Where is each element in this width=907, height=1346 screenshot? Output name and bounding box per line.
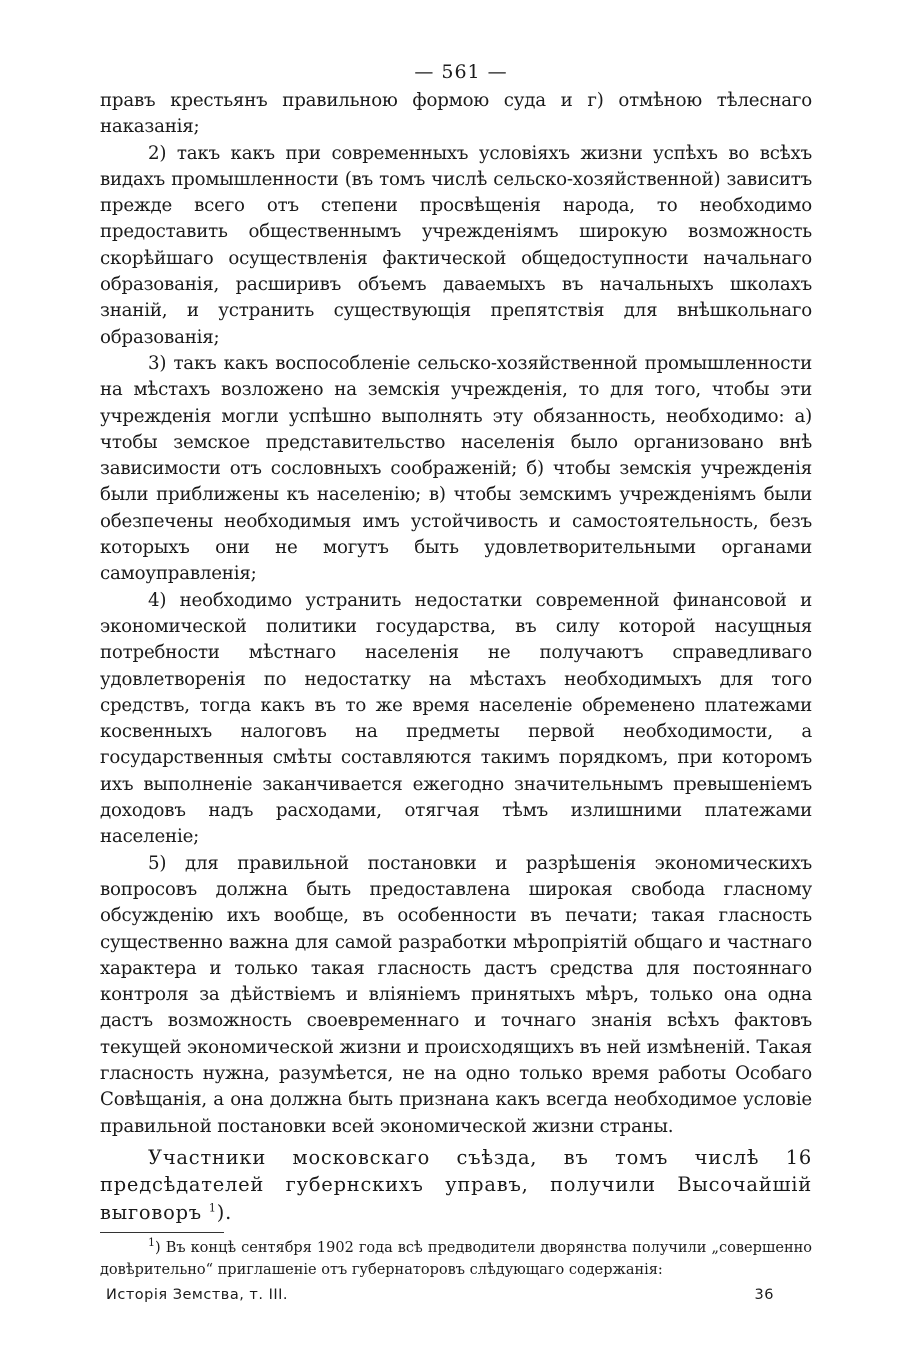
footnote-mark: 1	[148, 1236, 155, 1250]
final-text: Участники московскаго съѣзда, въ томъ числѣ 16 предсѣдателей губернскихъ управъ, получили Высочайшій выговоръ	[100, 1145, 812, 1224]
footnote-reference: 1	[208, 1201, 217, 1215]
footnote-text: ) Въ концѣ сентября 1902 года всѣ предводители дворянства получили „совершенно довѣрительно“ приглашеніе отъ губернаторовъ слѣдующаго содержанія:	[100, 1240, 812, 1279]
paragraph-continuation: правъ крестьянъ правильною формою суда и г) отмѣною тѣлеснаго наказанія;	[100, 90, 812, 138]
footnote-divider	[100, 1232, 224, 1233]
final-end: ).	[216, 1200, 233, 1224]
footnote	[100, 1237, 812, 1281]
footer-signature: Исторія Земства, т. III.	[106, 1287, 289, 1304]
paragraph-point-5: 5) для правильной постановки и разрѣшенія экономическихъ вопросовъ должна быть предоставлена широкая свобода гласному обсужденію ихъ вообще, въ особенности въ печати; такая гласность существенно важна для самой разработки мѣропріятій общаго и частнаго характера и только такая гласность дастъ средства для постояннаго контроля за дѣйствіемъ и вліяніемъ принятыхъ мѣръ, только она одна дастъ возможность своевременнаго и точнаго знанія всѣхъ фактовъ текущей экономической жизни и происходящихъ въ ней измѣненій. Такая гласность нужна, разумѣется, не на одно только время работы Особаго Совѣщанія, а она должна быть признана какъ всегда необходимое условіе правильной постановки всей экономической жизни страны.	[100, 852, 812, 1137]
footer-sheet-number: 36	[754, 1287, 774, 1304]
paragraph-point-3: 3) такъ какъ воспособленіе сельско-хозяйственной промышленности на мѣстахъ возложено на земскія учрежденія, то для того, чтобы эти учрежденія могли успѣшно выполнять эту обязанность, необходимо: а) чтобы земское представительство населенія было организовано внѣ зависимости отъ сословныхъ соображеній; б) чтобы земскія учрежденія были приближены къ населенію; в) чтобы земскимъ учрежденіямъ были обезпечены необходимыя имъ устойчивость и самостоятельность, безъ которыхъ они не могутъ быть удовлетворительными органами самоуправленія;	[100, 352, 812, 585]
paragraph-point-4: 4) необходимо устранить недостатки современной финансовой и экономической политики государства, въ силу которой насущныя потребности мѣстнаго населенія не получаютъ справедливаго удовлетворенія по недостатку на мѣстахъ необходимыхъ для того средствъ, тогда какъ въ то же время населеніе обременено платежами косвенныхъ налоговъ на предметы первой необходимости, а государственныя смѣты составляются такимъ порядкомъ, при которомъ ихъ выполненіе заканчивается ежегодно значительнымъ превышеніемъ доходовъ надъ расходами, отягчая тѣмъ излишними платежами населеніе;	[100, 589, 812, 848]
document-page	[100, 56, 812, 1311]
paragraph-point-2: 2) такъ какъ при современныхъ условіяхъ жизни успѣхъ во всѣхъ видахъ промышленности (въ томъ числѣ сельско-хозяйственной) зависитъ прежде всего отъ степени просвѣщенія народа, то необходимо предоставить общественнымъ учрежденіямъ широкую возможность скорѣйшаго осуществленія фактической общедоступности начальнаго образованія, расширивъ объемъ даваемыхъ въ начальныхъ школахъ знаній, и устранить существующія препятствія для внѣшкольнаго образованія;	[100, 142, 812, 348]
paragraph-final	[100, 1144, 812, 1227]
page-footer	[100, 1287, 812, 1311]
page-number: — 561 —	[414, 61, 508, 83]
body-text	[100, 88, 812, 1226]
